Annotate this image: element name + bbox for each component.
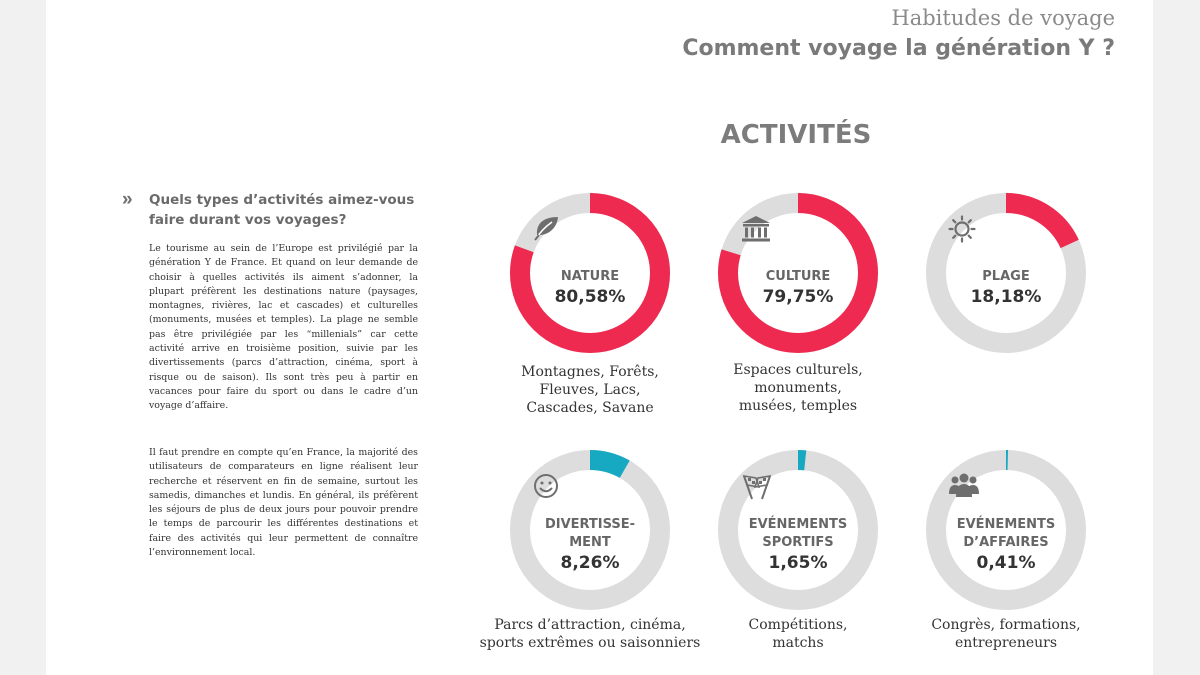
question-text: Quels types d’activités aimez-vous faire durant vos voyages?: [149, 192, 415, 228]
activity-description: [684, 361, 912, 415]
donut-chart: [926, 193, 1086, 353]
activity-label: D’AFFAIRES: [963, 535, 1049, 550]
activity-label: CULTURE: [765, 269, 831, 284]
double-chevron-right-icon: »: [122, 189, 133, 210]
activity-label: PLAGE: [982, 269, 1030, 284]
donut-chart: [926, 450, 1086, 610]
activity-description: [476, 616, 704, 652]
paragraph-2: Il faut prendre en compte qu’en France, la majorité des utilisateurs de comparateurs en ligne réalisent leur recherche et réservent en fin de semaine, surtout les samedis, dimanches et lundis. En général, ils préfèrent les séjours de plus de deux jours pour pouvoir prendre le temps de parcourir les différentes destinations et faire des activités qui leur permettent de connaître l’environnement local.: [149, 447, 418, 559]
page: [46, 0, 1153, 675]
donut-chart: [718, 450, 878, 610]
activity-percent: 1,65%: [768, 553, 828, 573]
activity-description: [476, 363, 704, 417]
donut-chart: [510, 450, 670, 610]
activity-percent: 80,58%: [554, 287, 626, 307]
donut-center: [740, 472, 856, 588]
donut-chart: [718, 193, 878, 353]
activity-description: [892, 616, 1120, 652]
donut-center: [948, 472, 1064, 588]
activity-label: NATURE: [560, 269, 620, 284]
description-line: musées, temples: [738, 398, 858, 414]
activity-label: SPORTIFS: [762, 535, 834, 550]
description-line: Espaces culturels,: [733, 362, 863, 378]
activity-percent: 0,41%: [976, 553, 1036, 573]
activity-percent: 8,26%: [560, 553, 620, 573]
donut-center: [532, 472, 648, 588]
paragraph-1: Le tourisme au sein de l’Europe est privilégié par la génération Y de France. Et quand on leur demande de choisir à quelles activités ils aiment s’adonner, la plupart préfèrent les destinations nature (paysages, montagnes, rivières, lac et cascades) et culturelles (monuments, musées et temples). La plage ne semble pas être privilégiée par les “millenials” car cette activité arrive en troisième position, suivie par les divertissements (parcs d’attraction, cinéma, sport à risque ou de saison). Ils sont très peu à partir en vacances pour faire du sport ou dans le cadre d’un voyage d’affaire.: [149, 243, 418, 412]
donut-center: [532, 215, 648, 331]
description-line: Cascades, Savane: [526, 400, 654, 416]
activity-label: EVÉNEMENTS: [748, 517, 848, 532]
description-line: monuments,: [754, 380, 842, 396]
description-line: Compétitions,: [748, 617, 848, 633]
activity-label: EVÉNEMENTS: [956, 517, 1056, 532]
donut-center: [740, 215, 856, 331]
description-line: entrepreneurs: [954, 635, 1058, 651]
description-line: Montagnes, Forêts,: [521, 364, 659, 380]
header-title: Comment voyage la génération Y ?: [682, 36, 1115, 61]
description-line: Congrès, formations,: [931, 617, 1081, 633]
activity-label: MENT: [569, 535, 611, 550]
section-title: ACTIVITÉS: [720, 120, 872, 150]
description-line: sports extrêmes ou saisonniers: [479, 635, 701, 651]
activity-label: DIVERTISSE-: [544, 517, 636, 532]
activity-description: [684, 616, 912, 652]
donut-center: [948, 215, 1064, 331]
description-line: matchs: [772, 635, 824, 651]
activity-percent: 79,75%: [762, 287, 834, 307]
header-subtitle: Habitudes de voyage: [891, 6, 1115, 30]
activity-percent: 18,18%: [970, 287, 1042, 307]
description-line: Parcs d’attraction, cinéma,: [494, 617, 686, 633]
donut-chart: [510, 193, 670, 353]
description-line: Fleuves, Lacs,: [539, 382, 641, 398]
